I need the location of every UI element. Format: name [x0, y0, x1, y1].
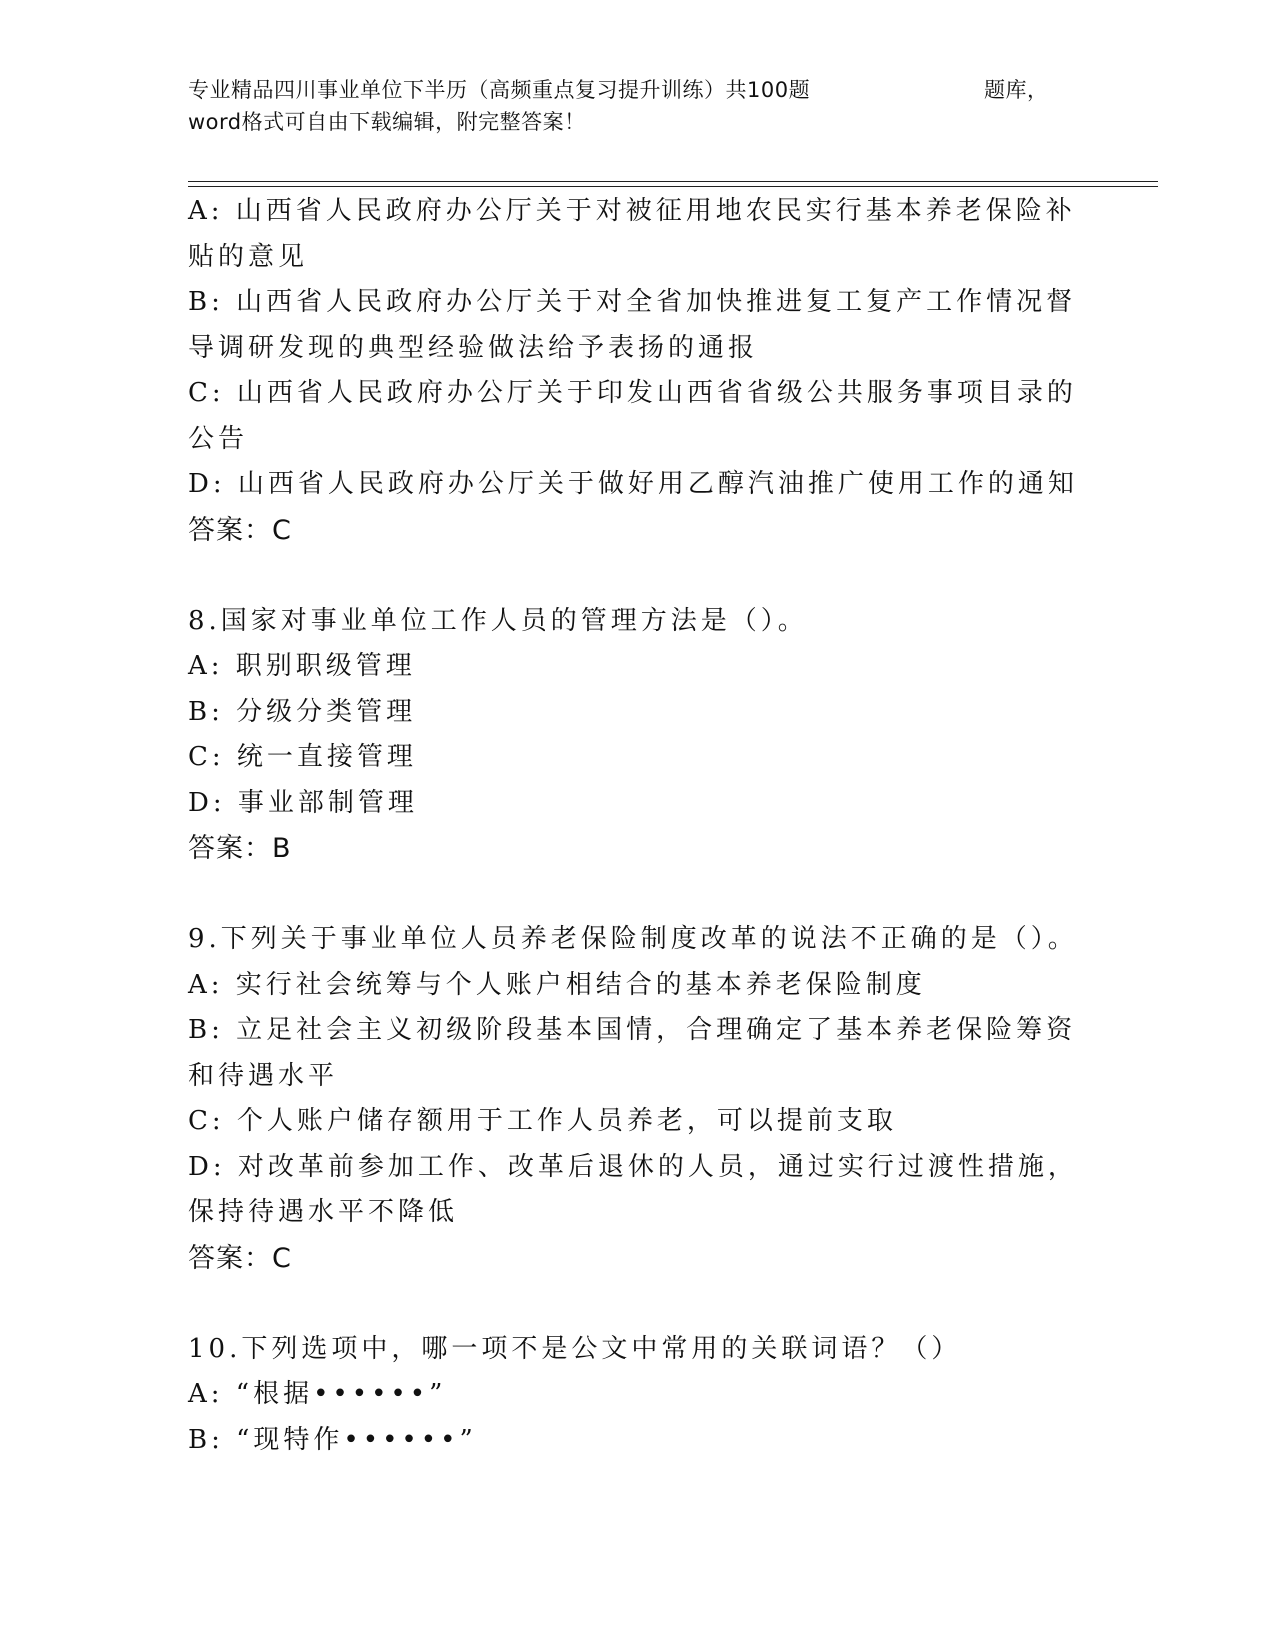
option-a: A: 山西省人民政府办公厅关于对被征用地农民实行基本养老保险补贴的意见 — [188, 196, 1076, 272]
option-b: B: “现特作••••••” — [188, 1424, 477, 1455]
option-a: A: 职别职级管理 — [188, 651, 416, 681]
document-header — [188, 74, 1088, 138]
question-block-7 — [188, 189, 1078, 553]
question-block-10 — [188, 1327, 1078, 1464]
header-title: 专业精品四川事业单位下半历（高频重点复习提升训练）共100题 — [188, 78, 811, 102]
answer-line: 答案：C — [188, 1242, 292, 1274]
option-c: C: 统一直接管理 — [188, 742, 417, 772]
question-block-8 — [188, 599, 1078, 872]
option-b: B: 立足社会主义初级阶段基本国情，合理确定了基本养老保险筹资和待遇水平 — [188, 1015, 1077, 1091]
option-b: B: 山西省人民政府办公厅关于对全省加快推进复工复产工作情况督导调研发现的典型经验做法给予表扬的通报 — [188, 287, 1077, 363]
option-d: D: 事业部制管理 — [188, 787, 418, 818]
option-a: A: “根据••••••” — [188, 1379, 447, 1409]
spacer — [188, 1281, 1078, 1327]
answer-line: 答案：B — [188, 833, 292, 864]
header-divider-top — [188, 181, 1158, 182]
answer-line: 答案：C — [188, 514, 292, 546]
question-block-9 — [188, 917, 1078, 1281]
option-a: A: 实行社会统筹与个人账户相结合的基本养老保险制度 — [188, 969, 926, 1000]
option-d: D: 山西省人民政府办公厅关于做好用乙醇汽油推广使用工作的通知 — [188, 469, 1078, 499]
header-subtitle: word格式可自由下载编辑，附完整答案！ — [188, 110, 586, 134]
option-b: B: 分级分类管理 — [188, 696, 417, 727]
header-line-1 — [188, 74, 1088, 106]
header-title-suffix: 题库， — [984, 78, 1049, 102]
document-body — [188, 189, 1078, 1463]
header-divider-bottom — [188, 186, 1158, 187]
question-text: 10.下列选项中，哪一项不是公文中常用的关联词语？（） — [188, 1333, 962, 1364]
question-text: 9.下列关于事业单位人员养老保险制度改革的说法不正确的是（）。 — [188, 924, 1078, 954]
question-text: 8.国家对事业单位工作人员的管理方法是（）。 — [188, 605, 808, 636]
option-c: C: 山西省人民政府办公厅关于印发山西省省级公共服务事项目录的公告 — [188, 378, 1077, 454]
spacer — [188, 872, 1078, 918]
spacer — [188, 553, 1078, 599]
option-c: C: 个人账户储存额用于工作人员养老，可以提前支取 — [188, 1106, 897, 1136]
option-d: D: 对改革前参加工作、改革后退休的人员，通过实行过渡性措施，保持待遇水平不降低 — [188, 1151, 1078, 1227]
